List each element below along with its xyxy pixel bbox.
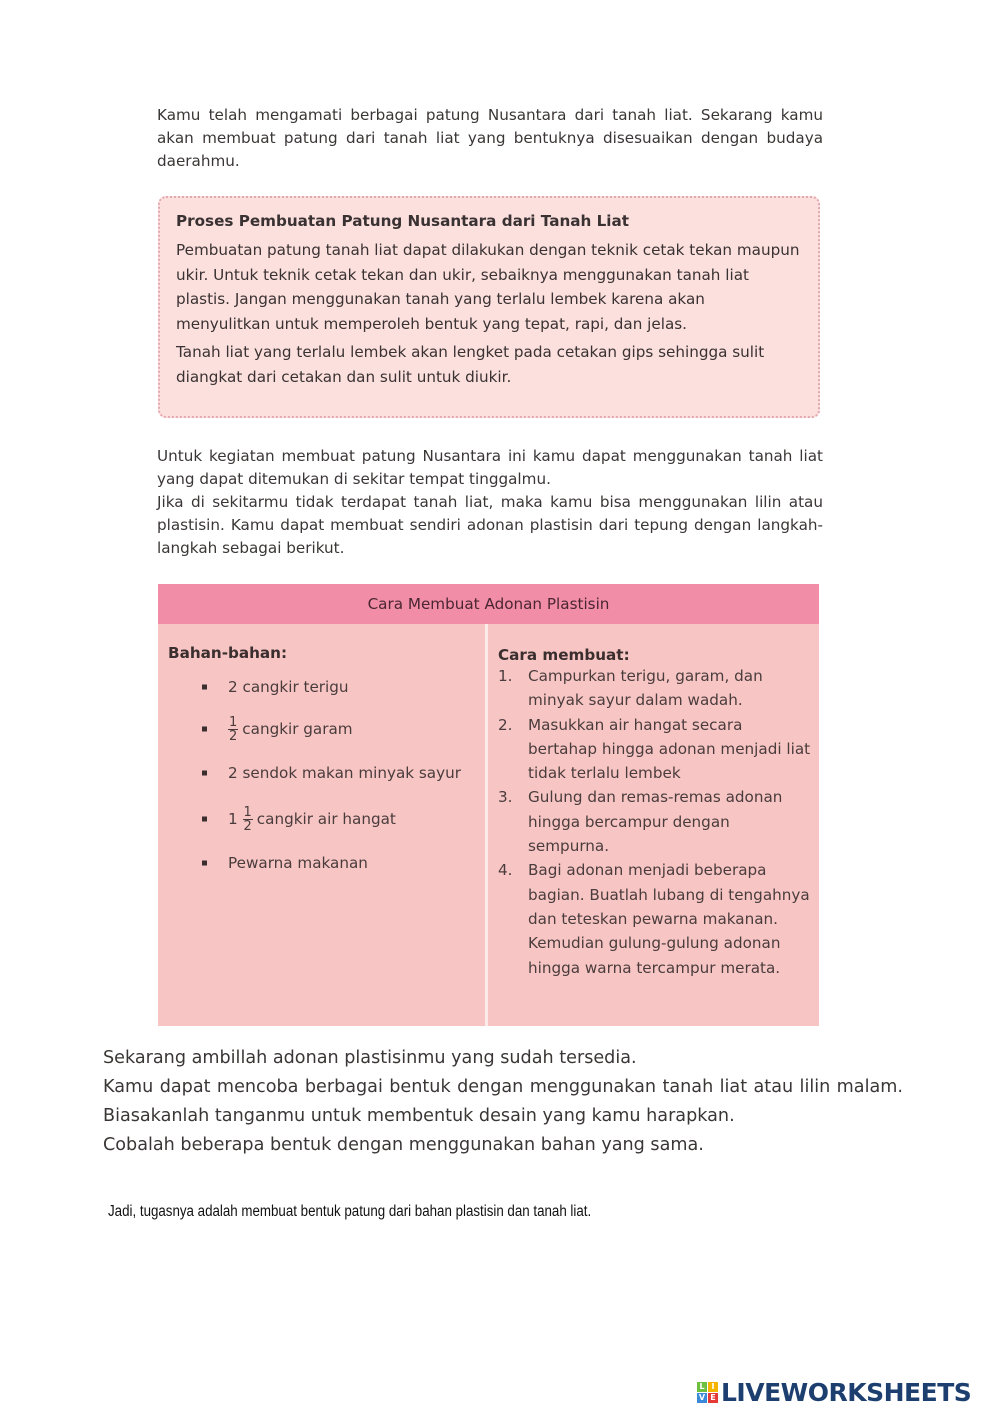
ingredient-item [202, 666, 485, 708]
steps-heading: Cara membuat: [498, 646, 630, 664]
info-box-paragraph: Tanah liat yang terlalu lembek akan lengket pada cetakan gips sehingga sulit diangkat dari cetakan dan sulit untuk diukir. [176, 343, 765, 386]
ingredient-item [202, 842, 485, 884]
liveworksheets-logo [697, 1378, 971, 1407]
ingredient-item [202, 708, 485, 750]
logo-block: V [698, 1393, 706, 1402]
info-box-paragraph: Pembuatan patung tanah liat dapat dilakukan dengan teknik cetak tekan maupun ukir. Untuk teknik cetak tekan dan ukir, sebaiknya menggunakan tanah liat plastis. Jangan menggunakan tanah yang terlalu lembek karena akan menyulitkan untuk memperoleh bentuk yang tepat, rapi, dan jelas. [176, 241, 800, 333]
info-box-clay-process [158, 196, 820, 418]
step-number: 3. [498, 788, 513, 807]
ingredient-text: Pewarna makanan [228, 854, 368, 872]
steps-column [488, 624, 819, 1026]
info-box-title: Proses Pembuatan Patung Nusantara dari Tanah Liat [176, 212, 629, 230]
step-text: Bagi adonan menjadi beberapa bagian. Buatlah lubang di tengahnya dan teteskan pewarna makanan. Kemudian gulung-gulung adonan hingga warna tercampur merata. [528, 861, 810, 977]
closing-paragraphs [103, 1044, 903, 1160]
ingredient-quantity: 2 [228, 764, 238, 782]
steps-list [498, 664, 819, 980]
fraction-denominator: 2 [243, 819, 252, 834]
task-note: Jadi, tugasnya adalah membuat bentuk patung dari bahan plastisin dan tanah liat. [108, 1203, 592, 1220]
ingredient-text: cangkir terigu [242, 678, 349, 696]
ingredient-quantity: 1 [228, 810, 238, 828]
fraction-denominator: 2 [229, 729, 238, 744]
logo-block: E [708, 1393, 718, 1403]
step-item [498, 664, 819, 713]
live-blocks-icon [697, 1382, 718, 1403]
fraction [243, 806, 253, 833]
logo-text: LIVEWORKSHEETS [721, 1378, 972, 1407]
recipe-table-header [158, 584, 819, 624]
closing-paragraph: Cobalah beberapa bentuk dengan menggunakan bahan yang sama. [103, 1135, 704, 1155]
recipe-table-body [158, 624, 819, 1026]
ingredient-text: cangkir garam [242, 720, 353, 738]
logo-block: L [697, 1382, 707, 1392]
step-item [498, 713, 819, 786]
ingredient-text: sendok makan minyak sayur [242, 764, 461, 782]
ingredients-heading: Bahan-bahan: [168, 644, 288, 662]
step-number: 4. [498, 861, 513, 880]
step-item [498, 858, 819, 979]
step-text: Campurkan terigu, garam, dan minyak sayur dalam wadah. [528, 667, 763, 710]
logo-block: I [708, 1382, 718, 1392]
fraction-numerator: 1 [243, 805, 252, 820]
ingredient-item [202, 796, 485, 842]
middle-paragraph: Jika di sekitarmu tidak terdapat tanah liat, maka kamu bisa menggunakan lilin atau plastisin. Kamu dapat membuat sendiri adonan plastisin dari tepung dengan langkah-langkah sebagai berikut. [157, 493, 823, 557]
step-text: Gulung dan remas-remas adonan hingga bercampur dengan sempurna. [528, 788, 783, 856]
closing-paragraph: Kamu dapat mencoba berbagai bentuk dengan menggunakan tanah liat atau lilin malam. Biasakanlah tanganmu untuk membentuk desain yang kamu harapkan. [103, 1077, 903, 1126]
recipe-table-title: Cara Membuat Adonan Plastisin [367, 595, 610, 613]
ingredient-quantity: 2 [228, 678, 238, 696]
closing-paragraph: Sekarang ambillah adonan plastisinmu yang sudah tersedia. [103, 1048, 637, 1068]
ingredients-column [158, 624, 488, 1026]
fraction-numerator: 1 [229, 715, 238, 730]
middle-paragraph: Untuk kegiatan membuat patung Nusantara ini kamu dapat menggunakan tanah liat yang dapat ditemukan di sekitar tempat tinggalmu. [157, 447, 823, 488]
recipe-table [158, 584, 819, 1026]
ingredient-item [202, 750, 485, 796]
step-number: 1. [498, 667, 513, 685]
intro-text: Kamu telah mengamati berbagai patung Nusantara dari tanah liat. Sekarang kamu akan membuat patung dari tanah liat yang bentuknya disesuaikan dengan budaya daerahmu. [157, 106, 823, 170]
intro-paragraph [157, 104, 823, 173]
fraction [228, 716, 238, 743]
step-item [498, 785, 819, 858]
step-text: Masukkan air hangat secara bertahap hingga adonan menjadi liat tidak terlalu lembek [528, 715, 811, 783]
step-number: 2. [498, 715, 513, 734]
ingredient-text: cangkir air hangat [256, 810, 396, 828]
middle-paragraphs [157, 445, 823, 560]
ingredients-list [168, 666, 485, 884]
